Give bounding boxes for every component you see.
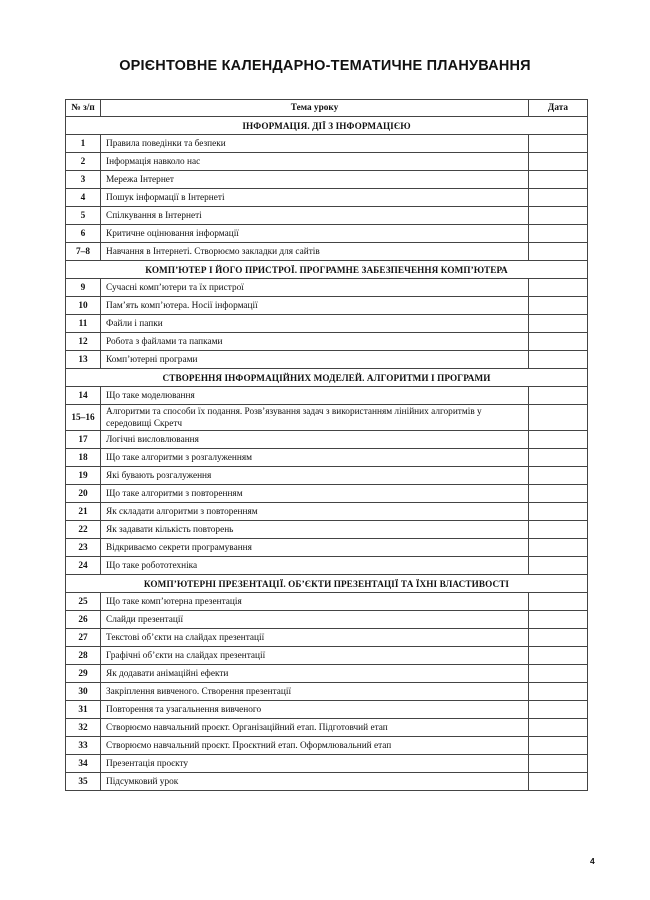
lesson-number: 11 — [66, 315, 101, 333]
lesson-date[interactable] — [529, 207, 588, 225]
lesson-number: 30 — [66, 683, 101, 701]
lesson-date[interactable] — [529, 773, 588, 791]
lesson-number: 24 — [66, 557, 101, 575]
lesson-topic: Що таке алгоритми з розгалуженням — [101, 449, 529, 467]
lesson-date[interactable] — [529, 315, 588, 333]
lesson-date[interactable] — [529, 243, 588, 261]
table-row — [66, 225, 588, 243]
table-row — [66, 297, 588, 315]
lesson-date[interactable] — [529, 467, 588, 485]
lesson-topic: Критичне оцінювання інформації — [101, 225, 529, 243]
table-row — [66, 665, 588, 683]
lesson-number: 7–8 — [66, 243, 101, 261]
lesson-date[interactable] — [529, 521, 588, 539]
table-row — [66, 189, 588, 207]
lesson-number: 21 — [66, 503, 101, 521]
lesson-date[interactable] — [529, 755, 588, 773]
lesson-number: 32 — [66, 719, 101, 737]
lesson-date[interactable] — [529, 405, 588, 431]
table-row — [66, 333, 588, 351]
lesson-date[interactable] — [529, 171, 588, 189]
lesson-number: 27 — [66, 629, 101, 647]
lesson-number: 35 — [66, 773, 101, 791]
lesson-number: 12 — [66, 333, 101, 351]
lesson-date[interactable] — [529, 701, 588, 719]
lesson-number: 2 — [66, 153, 101, 171]
lesson-topic: Підсумковий урок — [101, 773, 529, 791]
table-row — [66, 539, 588, 557]
lesson-date[interactable] — [529, 629, 588, 647]
lesson-topic: Навчання в Інтернеті. Створюємо закладки для сайтів — [101, 243, 529, 261]
table-row — [66, 755, 588, 773]
column-header-topic: Тема уроку — [101, 100, 529, 117]
column-header-date: Дата — [529, 100, 588, 117]
lesson-number: 5 — [66, 207, 101, 225]
lesson-number: 13 — [66, 351, 101, 369]
lesson-number: 31 — [66, 701, 101, 719]
lesson-topic: Створюємо навчальний проєкт. Організаційний етап. Підготовчий етап — [101, 719, 529, 737]
table-row — [66, 719, 588, 737]
lesson-number: 18 — [66, 449, 101, 467]
lesson-number: 25 — [66, 593, 101, 611]
section-title: ІНФОРМАЦІЯ. ДІЇ З ІНФОРМАЦІЄЮ — [66, 117, 588, 135]
table-row — [66, 387, 588, 405]
table-header-row — [66, 100, 588, 117]
lesson-topic: Повторення та узагальнення вивченого — [101, 701, 529, 719]
lesson-date[interactable] — [529, 503, 588, 521]
lesson-date[interactable] — [529, 539, 588, 557]
table-row — [66, 683, 588, 701]
lesson-topic: Сучасні комп’ютери та їх пристрої — [101, 279, 529, 297]
lesson-date[interactable] — [529, 737, 588, 755]
lesson-date[interactable] — [529, 153, 588, 171]
lesson-topic: Логічні висловлювання — [101, 431, 529, 449]
table-row — [66, 135, 588, 153]
lesson-number: 14 — [66, 387, 101, 405]
lesson-date[interactable] — [529, 557, 588, 575]
lesson-number: 9 — [66, 279, 101, 297]
lesson-topic: Що таке моделювання — [101, 387, 529, 405]
table-row — [66, 315, 588, 333]
table-body — [66, 117, 588, 791]
lesson-date[interactable] — [529, 683, 588, 701]
lesson-number: 10 — [66, 297, 101, 315]
table-row — [66, 279, 588, 297]
lesson-date[interactable] — [529, 593, 588, 611]
lesson-number: 6 — [66, 225, 101, 243]
lesson-topic: Спілкування в Інтернеті — [101, 207, 529, 225]
lesson-number: 17 — [66, 431, 101, 449]
lesson-topic: Відкриваємо секрети програмування — [101, 539, 529, 557]
lesson-date[interactable] — [529, 135, 588, 153]
lesson-number: 19 — [66, 467, 101, 485]
lesson-topic: Що таке комп’ютерна презентація — [101, 593, 529, 611]
column-header-number: № з/п — [66, 100, 101, 117]
lesson-number: 4 — [66, 189, 101, 207]
table-row — [66, 153, 588, 171]
page-number: 4 — [590, 856, 595, 866]
lesson-date[interactable] — [529, 431, 588, 449]
lesson-date[interactable] — [529, 351, 588, 369]
table-row — [66, 485, 588, 503]
section-header-row — [66, 261, 588, 279]
table-row — [66, 503, 588, 521]
lesson-number: 34 — [66, 755, 101, 773]
lesson-date[interactable] — [529, 333, 588, 351]
table-row — [66, 449, 588, 467]
lesson-date[interactable] — [529, 189, 588, 207]
lesson-number: 23 — [66, 539, 101, 557]
lesson-topic: Текстові об’єкти на слайдах презентації — [101, 629, 529, 647]
table-row — [66, 467, 588, 485]
section-header-row — [66, 369, 588, 387]
table-row — [66, 431, 588, 449]
table-row — [66, 701, 588, 719]
lesson-topic: Що таке алгоритми з повторенням — [101, 485, 529, 503]
table-row — [66, 773, 588, 791]
lesson-topic: Інформація навколо нас — [101, 153, 529, 171]
lesson-number: 33 — [66, 737, 101, 755]
lesson-topic: Мережа Інтернет — [101, 171, 529, 189]
lesson-plan-table — [65, 99, 588, 791]
table-row — [66, 171, 588, 189]
lesson-date[interactable] — [529, 485, 588, 503]
lesson-number: 22 — [66, 521, 101, 539]
lesson-date[interactable] — [529, 665, 588, 683]
section-title: СТВОРЕННЯ ІНФОРМАЦІЙНИХ МОДЕЛЕЙ. АЛГОРИТМИ І ПРОГРАМИ — [66, 369, 588, 387]
lesson-topic: Алгоритми та способи їх подання. Розв’язування задач з використанням лінійних алгоритмів у середовищі Скретч — [101, 405, 529, 431]
lesson-number: 26 — [66, 611, 101, 629]
table-row — [66, 351, 588, 369]
lesson-topic: Створюємо навчальний проєкт. Проєктний етап. Оформлювальний етап — [101, 737, 529, 755]
lesson-topic: Файли і папки — [101, 315, 529, 333]
lesson-date[interactable] — [529, 225, 588, 243]
table-row — [66, 207, 588, 225]
lesson-number: 28 — [66, 647, 101, 665]
lesson-topic: Як складати алгоритми з повторенням — [101, 503, 529, 521]
lesson-topic: Презентація проєкту — [101, 755, 529, 773]
table-row — [66, 593, 588, 611]
lesson-number: 3 — [66, 171, 101, 189]
lesson-number: 1 — [66, 135, 101, 153]
table-row — [66, 557, 588, 575]
lesson-date[interactable] — [529, 611, 588, 629]
lesson-topic: Як додавати анімаційні ефекти — [101, 665, 529, 683]
lesson-topic: Слайди презентації — [101, 611, 529, 629]
lesson-topic: Закріплення вивченого. Створення презентації — [101, 683, 529, 701]
table-row — [66, 243, 588, 261]
lesson-date[interactable] — [529, 719, 588, 737]
section-header-row — [66, 575, 588, 593]
section-header-row — [66, 117, 588, 135]
lesson-date[interactable] — [529, 387, 588, 405]
lesson-topic: Графічні об’єкти на слайдах презентації — [101, 647, 529, 665]
table-row — [66, 611, 588, 629]
section-title: КОМП’ЮТЕР І ЙОГО ПРИСТРОЇ. ПРОГРАМНЕ ЗАБЕЗПЕЧЕННЯ КОМП’ЮТЕРА — [66, 261, 588, 279]
table-row — [66, 647, 588, 665]
lesson-date[interactable] — [529, 647, 588, 665]
table-row — [66, 521, 588, 539]
table-row — [66, 629, 588, 647]
lesson-topic: Як задавати кількість повторень — [101, 521, 529, 539]
lesson-topic: Комп’ютерні програми — [101, 351, 529, 369]
lesson-date[interactable] — [529, 449, 588, 467]
lesson-topic: Пошук інформації в Інтернеті — [101, 189, 529, 207]
page-title: ОРІЄНТОВНЕ КАЛЕНДАРНО-ТЕМАТИЧНЕ ПЛАНУВАННЯ — [119, 58, 531, 74]
lesson-number: 29 — [66, 665, 101, 683]
lesson-number: 20 — [66, 485, 101, 503]
lesson-topic: Що таке робототехніка — [101, 557, 529, 575]
section-title: КОМП’ЮТЕРНІ ПРЕЗЕНТАЦІЇ. ОБ’ЄКТИ ПРЕЗЕНТАЦІЇ ТА ЇХНІ ВЛАСТИВОСТІ — [66, 575, 588, 593]
table-row — [66, 737, 588, 755]
lesson-date[interactable] — [529, 279, 588, 297]
lesson-topic: Правила поведінки та безпеки — [101, 135, 529, 153]
lesson-topic: Які бувають розгалуження — [101, 467, 529, 485]
lesson-topic: Пам’ять комп’ютера. Носії інформації — [101, 297, 529, 315]
lesson-date[interactable] — [529, 297, 588, 315]
table-row — [66, 405, 588, 431]
lesson-topic: Робота з файлами та папками — [101, 333, 529, 351]
lesson-number: 15–16 — [66, 405, 101, 431]
